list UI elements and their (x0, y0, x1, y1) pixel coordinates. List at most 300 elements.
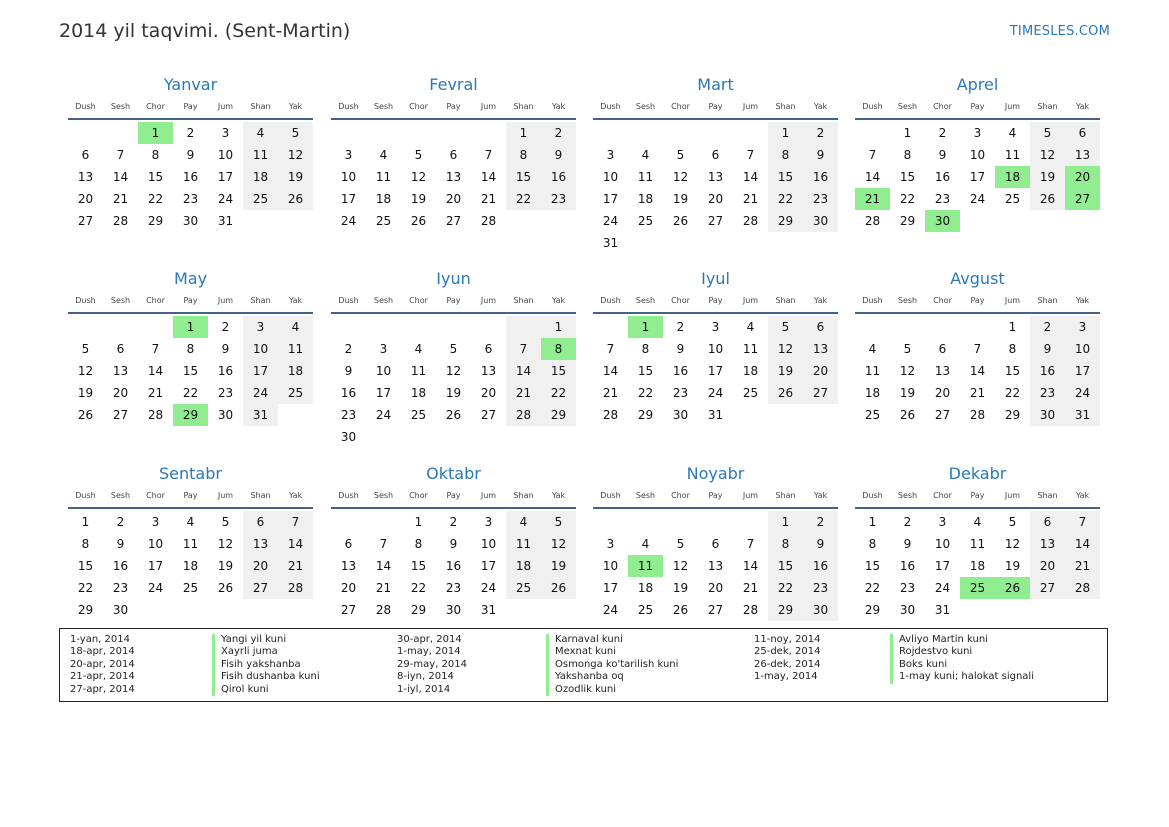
holiday-day-cell[interactable]: 11 (628, 555, 663, 577)
day-cell[interactable]: 23 (899, 581, 916, 595)
day-cell[interactable]: 15 (768, 166, 803, 188)
day-cell[interactable]: 21 (147, 386, 164, 400)
day-cell[interactable]: 3 (711, 320, 720, 334)
day-cell[interactable]: 28 (278, 577, 313, 599)
day-cell[interactable]: 17 (707, 364, 724, 378)
day-cell[interactable]: 5 (1030, 122, 1065, 144)
day-cell[interactable]: 21 (278, 555, 313, 577)
day-cell[interactable]: 26 (217, 581, 234, 595)
day-cell[interactable]: 8 (768, 144, 803, 166)
day-cell[interactable]: 4 (973, 515, 982, 529)
day-cell[interactable]: 10 (934, 537, 951, 551)
day-cell[interactable]: 31 (934, 603, 951, 617)
day-cell[interactable]: 28 (1065, 577, 1100, 599)
day-cell[interactable]: 16 (934, 170, 951, 184)
day-cell[interactable]: 16 (217, 364, 234, 378)
day-cell[interactable]: 6 (803, 316, 838, 338)
day-cell[interactable]: 25 (410, 408, 427, 422)
day-cell[interactable]: 7 (151, 342, 160, 356)
day-cell[interactable]: 25 (278, 382, 313, 404)
day-cell[interactable]: 30 (672, 408, 689, 422)
day-cell[interactable]: 19 (77, 386, 94, 400)
day-cell[interactable]: 22 (637, 386, 654, 400)
day-cell[interactable]: 13 (1030, 533, 1065, 555)
day-cell[interactable]: 4 (641, 537, 650, 551)
day-cell[interactable]: 5 (676, 148, 685, 162)
day-cell[interactable]: 8 (903, 148, 912, 162)
day-cell[interactable]: 13 (243, 533, 278, 555)
day-cell[interactable]: 25 (637, 214, 654, 228)
day-cell[interactable]: 16 (541, 166, 576, 188)
day-cell[interactable]: 2 (803, 122, 838, 144)
day-cell[interactable]: 19 (672, 192, 689, 206)
day-cell[interactable]: 30 (340, 430, 357, 444)
day-cell[interactable]: 1 (868, 515, 877, 529)
day-cell[interactable]: 15 (768, 555, 803, 577)
day-cell[interactable]: 11 (375, 170, 392, 184)
day-cell[interactable]: 29 (768, 210, 803, 232)
day-cell[interactable]: 29 (899, 214, 916, 228)
day-cell[interactable]: 2 (344, 342, 353, 356)
day-cell[interactable]: 27 (803, 382, 838, 404)
day-cell[interactable]: 9 (344, 364, 353, 378)
day-cell[interactable]: 4 (414, 342, 423, 356)
day-cell[interactable]: 31 (243, 404, 278, 426)
day-cell[interactable]: 24 (217, 192, 234, 206)
day-cell[interactable]: 17 (602, 581, 619, 595)
day-cell[interactable]: 8 (868, 537, 877, 551)
day-cell[interactable]: 12 (768, 338, 803, 360)
day-cell[interactable]: 20 (707, 192, 724, 206)
day-cell[interactable]: 15 (1004, 364, 1021, 378)
day-cell[interactable]: 29 (1004, 408, 1021, 422)
day-cell[interactable]: 10 (375, 364, 392, 378)
day-cell[interactable]: 9 (803, 533, 838, 555)
day-cell[interactable]: 4 (1008, 126, 1017, 140)
day-cell[interactable]: 29 (147, 214, 164, 228)
day-cell[interactable]: 7 (746, 537, 755, 551)
day-cell[interactable]: 22 (899, 192, 916, 206)
day-cell[interactable]: 11 (637, 170, 654, 184)
day-cell[interactable]: 2 (1030, 316, 1065, 338)
day-cell[interactable]: 23 (934, 192, 951, 206)
day-cell[interactable]: 4 (243, 122, 278, 144)
day-cell[interactable]: 24 (707, 386, 724, 400)
day-cell[interactable]: 28 (480, 214, 497, 228)
day-cell[interactable]: 10 (1065, 338, 1100, 360)
brand-link[interactable]: TIMESLES.COM (1009, 24, 1110, 39)
day-cell[interactable]: 12 (541, 533, 576, 555)
day-cell[interactable]: 9 (1030, 338, 1065, 360)
day-cell[interactable]: 31 (1065, 404, 1100, 426)
day-cell[interactable]: 30 (803, 599, 838, 621)
day-cell[interactable]: 15 (637, 364, 654, 378)
day-cell[interactable]: 18 (278, 360, 313, 382)
day-cell[interactable]: 26 (899, 408, 916, 422)
day-cell[interactable]: 23 (340, 408, 357, 422)
day-cell[interactable]: 3 (243, 316, 278, 338)
holiday-day-cell[interactable]: 30 (925, 210, 960, 232)
day-cell[interactable]: 30 (217, 408, 234, 422)
day-cell[interactable]: 13 (77, 170, 94, 184)
day-cell[interactable]: 12 (410, 170, 427, 184)
day-cell[interactable]: 9 (186, 148, 195, 162)
day-cell[interactable]: 22 (768, 577, 803, 599)
day-cell[interactable]: 14 (1065, 533, 1100, 555)
day-cell[interactable]: 24 (602, 603, 619, 617)
day-cell[interactable]: 24 (1065, 382, 1100, 404)
day-cell[interactable]: 27 (707, 214, 724, 228)
day-cell[interactable]: 28 (602, 408, 619, 422)
day-cell[interactable]: 24 (340, 214, 357, 228)
holiday-day-cell[interactable]: 21 (855, 188, 890, 210)
day-cell[interactable]: 21 (506, 382, 541, 404)
day-cell[interactable]: 30 (112, 603, 129, 617)
day-cell[interactable]: 12 (672, 559, 689, 573)
day-cell[interactable]: 27 (480, 408, 497, 422)
day-cell[interactable]: 2 (221, 320, 230, 334)
day-cell[interactable]: 5 (1008, 515, 1017, 529)
day-cell[interactable]: 6 (116, 342, 125, 356)
day-cell[interactable]: 15 (147, 170, 164, 184)
day-cell[interactable]: 16 (1030, 360, 1065, 382)
day-cell[interactable]: 18 (742, 364, 759, 378)
day-cell[interactable]: 21 (480, 192, 497, 206)
day-cell[interactable]: 19 (899, 386, 916, 400)
day-cell[interactable]: 8 (641, 342, 650, 356)
day-cell[interactable]: 14 (864, 170, 881, 184)
day-cell[interactable]: 31 (217, 214, 234, 228)
day-cell[interactable]: 6 (938, 342, 947, 356)
day-cell[interactable]: 18 (410, 386, 427, 400)
day-cell[interactable]: 6 (1030, 511, 1065, 533)
day-cell[interactable]: 27 (112, 408, 129, 422)
day-cell[interactable]: 28 (742, 603, 759, 617)
day-cell[interactable]: 3 (1065, 316, 1100, 338)
day-cell[interactable]: 2 (449, 515, 458, 529)
day-cell[interactable]: 4 (186, 515, 195, 529)
day-cell[interactable]: 23 (541, 188, 576, 210)
day-cell[interactable]: 30 (445, 603, 462, 617)
day-cell[interactable]: 8 (414, 537, 423, 551)
day-cell[interactable]: 12 (1030, 144, 1065, 166)
day-cell[interactable]: 26 (672, 603, 689, 617)
day-cell[interactable]: 12 (899, 364, 916, 378)
day-cell[interactable]: 10 (243, 338, 278, 360)
day-cell[interactable]: 25 (637, 603, 654, 617)
day-cell[interactable]: 26 (445, 408, 462, 422)
day-cell[interactable]: 20 (803, 360, 838, 382)
day-cell[interactable]: 20 (112, 386, 129, 400)
day-cell[interactable]: 3 (606, 148, 615, 162)
day-cell[interactable]: 17 (243, 360, 278, 382)
day-cell[interactable]: 16 (112, 559, 129, 573)
day-cell[interactable]: 24 (602, 214, 619, 228)
day-cell[interactable]: 28 (742, 214, 759, 228)
day-cell[interactable]: 21 (969, 386, 986, 400)
day-cell[interactable]: 20 (243, 555, 278, 577)
day-cell[interactable]: 14 (278, 533, 313, 555)
day-cell[interactable]: 8 (506, 144, 541, 166)
day-cell[interactable]: 24 (969, 192, 986, 206)
day-cell[interactable]: 9 (449, 537, 458, 551)
day-cell[interactable]: 13 (1065, 144, 1100, 166)
day-cell[interactable]: 10 (147, 537, 164, 551)
day-cell[interactable]: 5 (221, 515, 230, 529)
day-cell[interactable]: 3 (151, 515, 160, 529)
day-cell[interactable]: 6 (711, 148, 720, 162)
day-cell[interactable]: 31 (480, 603, 497, 617)
day-cell[interactable]: 30 (803, 210, 838, 232)
day-cell[interactable]: 20 (707, 581, 724, 595)
day-cell[interactable]: 15 (77, 559, 94, 573)
day-cell[interactable]: 17 (934, 559, 951, 573)
day-cell[interactable]: 29 (410, 603, 427, 617)
holiday-day-cell[interactable]: 29 (173, 404, 208, 426)
day-cell[interactable]: 19 (445, 386, 462, 400)
day-cell[interactable]: 15 (899, 170, 916, 184)
day-cell[interactable]: 11 (278, 338, 313, 360)
day-cell[interactable]: 7 (506, 338, 541, 360)
day-cell[interactable]: 2 (676, 320, 685, 334)
day-cell[interactable]: 25 (864, 408, 881, 422)
day-cell[interactable]: 20 (77, 192, 94, 206)
day-cell[interactable]: 16 (182, 170, 199, 184)
day-cell[interactable]: 16 (803, 166, 838, 188)
day-cell[interactable]: 7 (868, 148, 877, 162)
day-cell[interactable]: 14 (112, 170, 129, 184)
day-cell[interactable]: 22 (147, 192, 164, 206)
day-cell[interactable]: 25 (243, 188, 278, 210)
day-cell[interactable]: 19 (1004, 559, 1021, 573)
day-cell[interactable]: 25 (182, 581, 199, 595)
day-cell[interactable]: 30 (1030, 404, 1065, 426)
day-cell[interactable]: 27 (243, 577, 278, 599)
holiday-day-cell[interactable]: 20 (1065, 166, 1100, 188)
day-cell[interactable]: 23 (803, 188, 838, 210)
day-cell[interactable]: 22 (182, 386, 199, 400)
day-cell[interactable]: 12 (278, 144, 313, 166)
day-cell[interactable]: 3 (973, 126, 982, 140)
day-cell[interactable]: 31 (602, 236, 619, 250)
day-cell[interactable]: 3 (606, 537, 615, 551)
day-cell[interactable]: 5 (414, 148, 423, 162)
day-cell[interactable]: 15 (541, 360, 576, 382)
day-cell[interactable]: 15 (506, 166, 541, 188)
day-cell[interactable]: 28 (864, 214, 881, 228)
day-cell[interactable]: 15 (864, 559, 881, 573)
day-cell[interactable]: 29 (637, 408, 654, 422)
day-cell[interactable]: 4 (746, 320, 755, 334)
day-cell[interactable]: 20 (445, 192, 462, 206)
day-cell[interactable]: 18 (637, 192, 654, 206)
day-cell[interactable]: 21 (375, 581, 392, 595)
holiday-day-cell[interactable]: 18 (995, 166, 1030, 188)
day-cell[interactable]: 4 (641, 148, 650, 162)
day-cell[interactable]: 18 (969, 559, 986, 573)
day-cell[interactable]: 12 (77, 364, 94, 378)
day-cell[interactable]: 24 (480, 581, 497, 595)
day-cell[interactable]: 26 (541, 577, 576, 599)
day-cell[interactable]: 14 (506, 360, 541, 382)
day-cell[interactable]: 24 (375, 408, 392, 422)
day-cell[interactable]: 24 (934, 581, 951, 595)
day-cell[interactable]: 27 (77, 214, 94, 228)
day-cell[interactable]: 17 (375, 386, 392, 400)
day-cell[interactable]: 14 (969, 364, 986, 378)
day-cell[interactable]: 3 (484, 515, 493, 529)
day-cell[interactable]: 18 (243, 166, 278, 188)
day-cell[interactable]: 24 (147, 581, 164, 595)
day-cell[interactable]: 20 (1030, 555, 1065, 577)
day-cell[interactable]: 8 (768, 533, 803, 555)
day-cell[interactable]: 8 (151, 148, 160, 162)
day-cell[interactable]: 16 (899, 559, 916, 573)
day-cell[interactable]: 23 (803, 577, 838, 599)
day-cell[interactable]: 11 (742, 342, 759, 356)
day-cell[interactable]: 2 (116, 515, 125, 529)
day-cell[interactable]: 26 (672, 214, 689, 228)
holiday-day-cell[interactable]: 26 (995, 577, 1030, 599)
day-cell[interactable]: 3 (379, 342, 388, 356)
day-cell[interactable]: 25 (506, 577, 541, 599)
day-cell[interactable]: 2 (541, 122, 576, 144)
day-cell[interactable]: 7 (116, 148, 125, 162)
day-cell[interactable]: 12 (445, 364, 462, 378)
day-cell[interactable]: 14 (602, 364, 619, 378)
day-cell[interactable]: 11 (243, 144, 278, 166)
day-cell[interactable]: 20 (934, 386, 951, 400)
day-cell[interactable]: 1 (541, 316, 576, 338)
day-cell[interactable]: 15 (182, 364, 199, 378)
day-cell[interactable]: 19 (1030, 166, 1065, 188)
day-cell[interactable]: 5 (768, 316, 803, 338)
day-cell[interactable]: 7 (278, 511, 313, 533)
day-cell[interactable]: 10 (969, 148, 986, 162)
day-cell[interactable]: 17 (147, 559, 164, 573)
holiday-day-cell[interactable]: 25 (960, 577, 995, 599)
day-cell[interactable]: 27 (445, 214, 462, 228)
day-cell[interactable]: 26 (768, 382, 803, 404)
day-cell[interactable]: 11 (506, 533, 541, 555)
day-cell[interactable]: 7 (1065, 511, 1100, 533)
day-cell[interactable]: 1 (1008, 320, 1017, 334)
day-cell[interactable]: 29 (864, 603, 881, 617)
day-cell[interactable]: 16 (803, 555, 838, 577)
day-cell[interactable]: 5 (541, 511, 576, 533)
day-cell[interactable]: 3 (344, 148, 353, 162)
day-cell[interactable]: 30 (182, 214, 199, 228)
day-cell[interactable]: 1 (768, 511, 803, 533)
day-cell[interactable]: 14 (742, 559, 759, 573)
day-cell[interactable]: 7 (973, 342, 982, 356)
day-cell[interactable]: 2 (938, 126, 947, 140)
day-cell[interactable]: 18 (375, 192, 392, 206)
day-cell[interactable]: 6 (344, 537, 353, 551)
day-cell[interactable]: 15 (410, 559, 427, 573)
day-cell[interactable]: 6 (484, 342, 493, 356)
day-cell[interactable]: 22 (768, 188, 803, 210)
holiday-day-cell[interactable]: 8 (541, 338, 576, 360)
holiday-day-cell[interactable]: 27 (1065, 188, 1100, 210)
day-cell[interactable]: 5 (676, 537, 685, 551)
day-cell[interactable]: 14 (480, 170, 497, 184)
day-cell[interactable]: 3 (938, 515, 947, 529)
day-cell[interactable]: 24 (243, 382, 278, 404)
day-cell[interactable]: 1 (768, 122, 803, 144)
day-cell[interactable]: 11 (182, 537, 199, 551)
day-cell[interactable]: 19 (541, 555, 576, 577)
day-cell[interactable]: 8 (81, 537, 90, 551)
day-cell[interactable]: 21 (1065, 555, 1100, 577)
day-cell[interactable]: 1 (506, 122, 541, 144)
day-cell[interactable]: 18 (864, 386, 881, 400)
day-cell[interactable]: 11 (864, 364, 881, 378)
day-cell[interactable]: 10 (602, 170, 619, 184)
day-cell[interactable]: 23 (217, 386, 234, 400)
day-cell[interactable]: 28 (969, 408, 986, 422)
day-cell[interactable]: 23 (1030, 382, 1065, 404)
day-cell[interactable]: 9 (221, 342, 230, 356)
day-cell[interactable]: 10 (480, 537, 497, 551)
day-cell[interactable]: 5 (449, 342, 458, 356)
day-cell[interactable]: 6 (449, 148, 458, 162)
day-cell[interactable]: 17 (217, 170, 234, 184)
day-cell[interactable]: 12 (672, 170, 689, 184)
day-cell[interactable]: 22 (506, 188, 541, 210)
day-cell[interactable]: 30 (899, 603, 916, 617)
day-cell[interactable]: 7 (379, 537, 388, 551)
day-cell[interactable]: 11 (1004, 148, 1021, 162)
day-cell[interactable]: 29 (77, 603, 94, 617)
day-cell[interactable]: 28 (375, 603, 392, 617)
day-cell[interactable]: 29 (541, 404, 576, 426)
day-cell[interactable]: 28 (112, 214, 129, 228)
day-cell[interactable]: 19 (278, 166, 313, 188)
day-cell[interactable]: 21 (602, 386, 619, 400)
holiday-day-cell[interactable]: 1 (173, 316, 208, 338)
day-cell[interactable]: 31 (707, 408, 724, 422)
day-cell[interactable]: 4 (278, 316, 313, 338)
day-cell[interactable]: 21 (112, 192, 129, 206)
day-cell[interactable]: 10 (340, 170, 357, 184)
day-cell[interactable]: 27 (934, 408, 951, 422)
day-cell[interactable]: 5 (81, 342, 90, 356)
holiday-day-cell[interactable]: 1 (138, 122, 173, 144)
day-cell[interactable]: 19 (768, 360, 803, 382)
day-cell[interactable]: 14 (375, 559, 392, 573)
day-cell[interactable]: 2 (186, 126, 195, 140)
day-cell[interactable]: 9 (541, 144, 576, 166)
day-cell[interactable]: 29 (768, 599, 803, 621)
day-cell[interactable]: 13 (803, 338, 838, 360)
day-cell[interactable]: 14 (147, 364, 164, 378)
day-cell[interactable]: 5 (903, 342, 912, 356)
day-cell[interactable]: 21 (742, 192, 759, 206)
day-cell[interactable]: 19 (410, 192, 427, 206)
day-cell[interactable]: 10 (217, 148, 234, 162)
day-cell[interactable]: 8 (1008, 342, 1017, 356)
day-cell[interactable]: 13 (934, 364, 951, 378)
day-cell[interactable]: 1 (414, 515, 423, 529)
day-cell[interactable]: 23 (445, 581, 462, 595)
day-cell[interactable]: 23 (182, 192, 199, 206)
day-cell[interactable]: 21 (742, 581, 759, 595)
day-cell[interactable]: 16 (340, 386, 357, 400)
day-cell[interactable]: 20 (340, 581, 357, 595)
day-cell[interactable]: 27 (707, 603, 724, 617)
day-cell[interactable]: 26 (1030, 188, 1065, 210)
